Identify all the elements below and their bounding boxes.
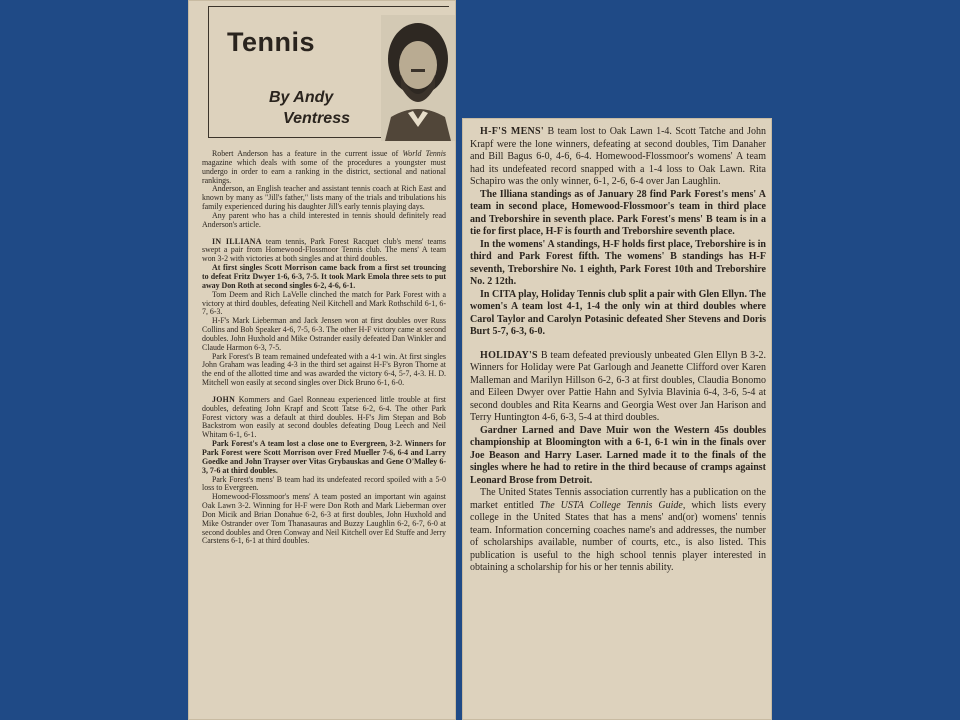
newspaper-clipping-right bbox=[462, 118, 772, 720]
paragraph: HOLIDAY'S B team defeated previously unbeated Glen Ellyn B 3-2. Winners for Holiday were Pat Garlough and Jeanette Clifford over Karen Malleman and Marilyn Hillson 6-2, 6-3 at first doubles, Claudia Bonomo and Eileen Dwyer over Pattie Hahn and Sylvia Blavinia 6-4, 3-6, 5-4 at second doubles and Rita Kearns and Georgia West over Jan Harison and Terry Huntington 4-6, 6-3, 5-4 at third doubles. bbox=[470, 349, 766, 423]
paragraph: Robert Anderson has a feature in the current issue of World Tennis magazine which deals with some of the procedures a youngster must undergo in order to earn a ranking in the district, sectional and national rankings. bbox=[202, 149, 446, 185]
byline-prefix: By Andy bbox=[269, 89, 334, 106]
magazine-title: World Tennis bbox=[402, 149, 446, 158]
paragraph: Gardner Larned and Dave Muir won the Western 45s doubles championship at Bloomington with a 6-1, 6-1 win in the finals over Joe Beason and Harry Laser. Larned made it to the finals of the singles where he had to retire in the third because of cramps against Leonard Brose from Detroit. bbox=[470, 424, 766, 486]
column-title: Tennis bbox=[227, 27, 316, 57]
paragraph: The United States Tennis association currently has a publication on the market entitled The USTA College Tennis Guide, which lists every college in the United States that has a mens' and(or) womens' tennis team. Information concerning coaches name's and addresses, the number of scholarships available, number of courts, etc., is also listed. This publication is useful to the high school tennis player interested in obtaining a scholarship for his or her tennis ability. bbox=[470, 487, 767, 573]
paragraph: Tom Deem and Rich LaVelle clinched the match for Park Forest with a victory at third doubles, defeating Neil Kitchell and Mark Rothschild 6-1, 6-7, 6-3. bbox=[202, 289, 446, 317]
paragraph: The Illiana standings as of January 28 find Park Forest's mens' A team in second place, Homewood-Flossmoor's team in third place and Treborshire in seventh place. Park Forest's mens' B team is in a tie for first place, H-F is fourth and Treborshire seventh place. bbox=[470, 188, 766, 237]
paragraph: IN ILLIANA team tennis, Park Forest Racquet club's mens' teams swept a pair from Homewood-Flossmoor Tennis club. The mens' A team won 3-2 with victories at both singles and at third doubles. bbox=[202, 236, 446, 264]
article-column-right bbox=[470, 126, 766, 575]
paragraph: In CITA play, Holiday Tennis club split a pair with Glen Ellyn. The women's A team lost 4-1, 1-4 the only win at third doubles where Carol Taylor and Carolyn Potasinic defeated Sher Stevens and Doris Burt 5-7, 6-3, 6-0. bbox=[470, 288, 766, 337]
paragraph: H-F'S MENS' B team lost to Oak Lawn 1-4. Scott Tatche and John Krapf were the lone winners, defeating at second doubles, Tim Danaher and Bill Bagus 6-0, 4-6, 6-4. Homewood-Flossmoor's womens' A team had its undefeated record snapped with a 1-4 loss to Oak Lawn. Rita Schapiro was the only winner, 6-1, 2-6, 6-4 over Jan Laughlin. bbox=[470, 126, 766, 187]
paragraph: Homewood-Flossmoor's mens' A team posted an important win against Oak Lawn 3-2. Winning for H-F were Don Roth and Mark Lieberman over Don Micik and Brian Donahue 6-2, 6-3 at first doubles, John Huxhold and Mike Ostrander over Tom Thanasauras and Buzzy Laughlin 6-2, 6-7, 6-0 at second doubles and Oren Conway and Neil Kitchell over Ed Stuffe and Jerry Carstens 6-1, 6-1 at third doubles. bbox=[202, 492, 446, 546]
paragraph: Any parent who has a child interested in tennis should definitely read Anderson's article. bbox=[202, 210, 446, 229]
paragraph: Park Forest's mens' B team had its undefeated record spoiled with a 5-0 loss to Evergreen. bbox=[202, 474, 446, 493]
byline bbox=[269, 87, 350, 129]
paragraph: JOHN Kommers and Gael Ronneau experienced little trouble at first doubles, defeating John Krapf and Scott Tatse 6-2, 6-4. The other Park Forest victory was a default at third doubles. H-F's Jim Stepan and Bob Backstrom won easily at second doubles defeating Doug Leech and Neil Whitam 6-1, 6-1. bbox=[202, 394, 446, 440]
publication-title: The USTA College Tennis Guide, bbox=[539, 499, 686, 511]
paragraph: In the womens' A standings, H-F holds first place, Treborshire is in third and Park Forest fifth. The womens' B standings has H-F seventh, Treborshire No. 1 eighth, Park Forest 10th and Treborshire No. 2 12th. bbox=[470, 238, 766, 287]
paragraph: Anderson, an English teacher and assistant tennis coach at Rich East and known by many as "Jill's father," lists many of the trials and tribulations his family experienced during his daughter Jill's early tennis playing days. bbox=[202, 184, 446, 212]
author-photo bbox=[381, 15, 455, 141]
byline-name: Ventress bbox=[283, 110, 350, 127]
paragraph: At first singles Scott Morrison came back from a first set trouncing to defeat Fritz Dwyer 1-6, 6-3, 7-5. It took Mark Emola three sets to put away Don Roth at second singles 6-2, 4-6, 6-1. bbox=[202, 263, 446, 290]
column-header bbox=[208, 6, 449, 138]
paragraph: Park Forest's A team lost a close one to Evergreen, 3-2. Winners for Park Forest were Scott Morrison over Fred Mueller 7-6, 6-4 and Larry Goedke and John Trayser over Vitas Grybauskas and Gene O'Malley 6-3, 7-6 at third doubles. bbox=[202, 439, 446, 475]
paragraph: Park Forest's B team remained undefeated with a 4-1 win. At first singles John Graham was leading 4-3 in the third set against H-F's Byron Thorne at the end of the allotted time and was awarded the victory 6-4, 5-7, 4-3. H. D. Mitchell won easily at second singles over Dick Bruno 6-1, 6-0. bbox=[202, 351, 446, 388]
newspaper-clipping-left bbox=[188, 0, 456, 720]
article-column-left bbox=[202, 150, 446, 546]
paragraph: H-F's Mark Lieberman and Jack Jensen won at first doubles over Russ Collins and Bob Speaker 4-6, 7-5, 6-3. The other H-F victory came at second doubles. John Huxhold and Mike Ostrander easily defeated Dan Winkler and Claude Harmon 6-3, 7-5. bbox=[202, 316, 446, 352]
